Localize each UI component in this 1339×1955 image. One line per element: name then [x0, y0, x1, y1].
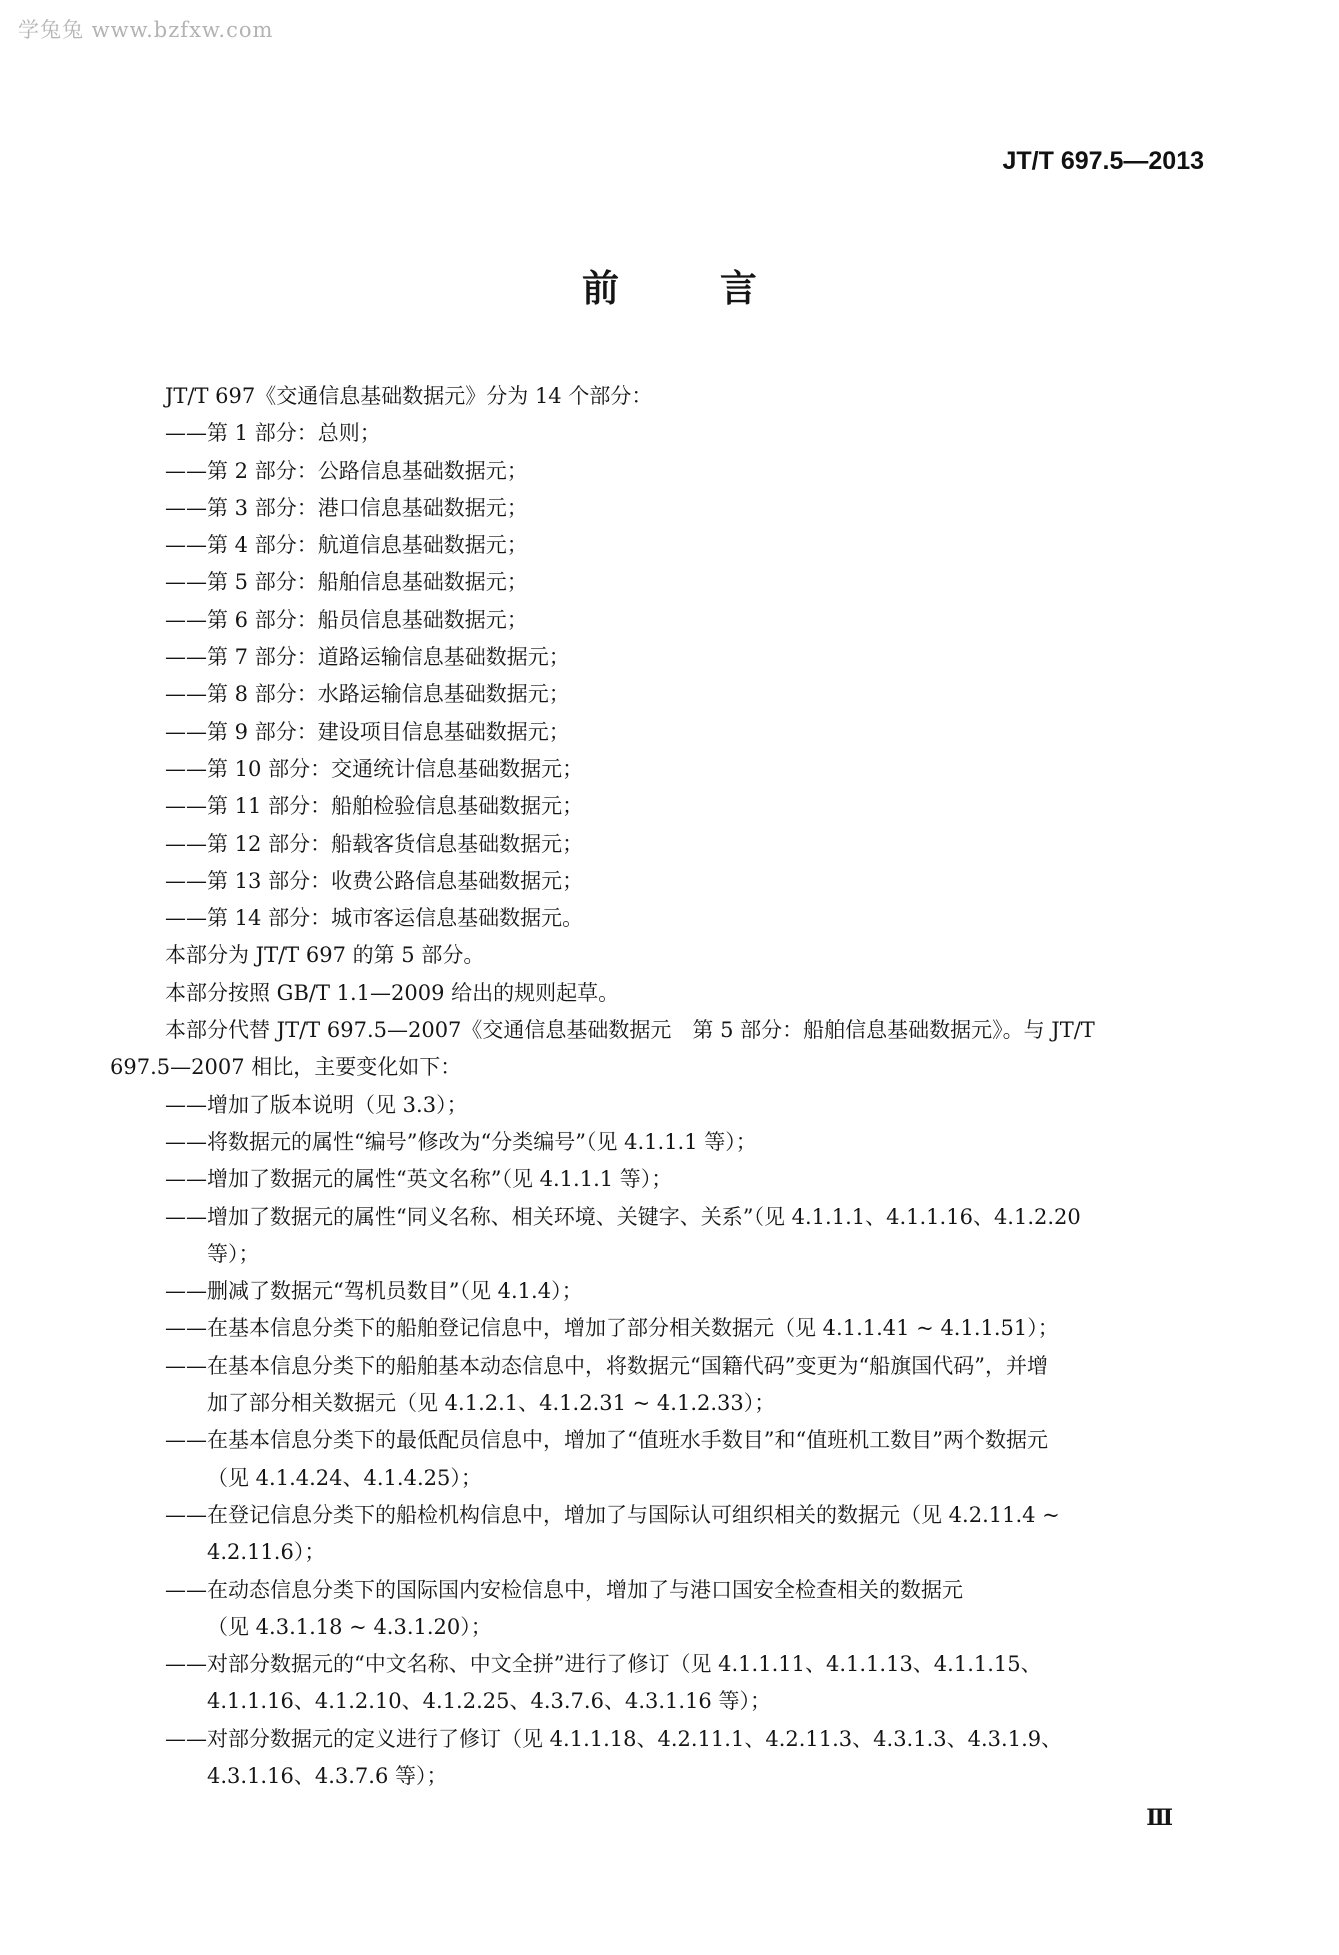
list-item: ——第 8 部分：水路运输信息基础数据元； [165, 682, 570, 707]
standard-number: JT/T 697.5—2013 [1002, 147, 1204, 175]
statement-part: 本部分为 JT/T 697 的第 5 部分。 [165, 943, 485, 968]
list-item-cont: （见 4.1.4.24、4.1.4.25）； [207, 1465, 482, 1490]
list-item: ——对部分数据元的定义进行了修订（见 4.1.1.18、4.2.11.1、4.2.11.3、4.3.1.3、4.3.1.9、 [165, 1726, 1063, 1751]
foreword-body [110, 378, 1200, 1795]
list-item: ——第 4 部分：航道信息基础数据元； [165, 533, 528, 558]
list-item: ——第 6 部分：船员信息基础数据元； [165, 607, 528, 632]
replace-paragraph: 本部分代替 JT/T 697.5—2007《交通信息基础数据元 第 5 部分：船舶信息基础数据元》。与 JT/T [165, 1018, 1095, 1043]
list-item: ——第 2 部分：公路信息基础数据元； [165, 458, 528, 483]
list-item: ——第 3 部分：港口信息基础数据元； [165, 495, 528, 520]
list-item: ——在动态信息分类下的国际国内安检信息中，增加了与港口国安全检查相关的数据元 [165, 1577, 963, 1602]
page-title: 前 言 [582, 267, 801, 310]
watermark: 学兔兔 www.bzfxw.com [18, 18, 274, 42]
replace-paragraph-cont: 697.5—2007 相比，主要变化如下： [110, 1055, 462, 1080]
list-item: ——第 9 部分：建设项目信息基础数据元； [165, 719, 570, 744]
page-number: Ⅲ [1146, 1805, 1171, 1831]
list-item: ——在基本信息分类下的船舶基本动态信息中，将数据元“国籍代码”变更为“船旗国代码”，并增 [165, 1353, 1048, 1378]
list-item: ——删减了数据元“驾机员数目”（见 4.1.4）； [165, 1279, 583, 1304]
list-item: ——第 5 部分：船舶信息基础数据元； [165, 570, 528, 595]
list-item: ——第 12 部分：船载客货信息基础数据元； [165, 831, 584, 856]
list-item: ——在登记信息分类下的船检机构信息中，增加了与国际认可组织相关的数据元（见 4.2.11.4 ~ [165, 1502, 1060, 1527]
list-item-cont: （见 4.3.1.18 ~ 4.3.1.20）； [207, 1614, 492, 1639]
list-item-cont: 4.2.11.6）； [207, 1540, 326, 1565]
list-item: ——对部分数据元的“中文名称、中文全拼”进行了修订（见 4.1.1.11、4.1.1.13、4.1.1.15、 [165, 1652, 1042, 1677]
list-item: ——增加了版本说明（见 3.3）； [165, 1092, 468, 1117]
list-item: ——第 14 部分：城市客运信息基础数据元。 [165, 906, 584, 931]
changes-list [110, 1087, 1200, 1796]
list-item: ——在基本信息分类下的最低配员信息中，增加了“值班水手数目”和“值班机工数目”两个数据元 [165, 1428, 1048, 1453]
list-item: ——第 7 部分：道路运输信息基础数据元； [165, 645, 570, 670]
statement-rules: 本部分按照 GB/T 1.1—2009 给出的规则起草。 [165, 980, 620, 1005]
intro-paragraph: JT/T 697《交通信息基础数据元》分为 14 个部分： [165, 384, 653, 408]
list-item-cont: 4.3.1.16、4.3.7.6 等）； [207, 1763, 448, 1788]
list-item-cont: 4.1.1.16、4.1.2.10、4.1.2.25、4.3.7.6、4.3.1.16 等）； [207, 1689, 771, 1714]
list-item-cont: 加了部分相关数据元（见 4.1.2.1、4.1.2.31 ~ 4.1.2.33）； [207, 1391, 776, 1416]
parts-list [110, 415, 1200, 937]
list-item: ——在基本信息分类下的船舶登记信息中，增加了部分相关数据元（见 4.1.1.41 ~ 4.1.1.51）； [165, 1316, 1059, 1341]
list-item: ——增加了数据元的属性“英文名称”（见 4.1.1.1 等）； [165, 1167, 673, 1192]
list-item: ——增加了数据元的属性“同义名称、相关环境、关键字、关系”（见 4.1.1.1、4.1.1.16、4.1.2.20 [165, 1204, 1081, 1229]
list-item: ——第 13 部分：收费公路信息基础数据元； [165, 868, 584, 893]
list-item: ——第 10 部分：交通统计信息基础数据元； [165, 756, 584, 781]
list-item: ——第 11 部分：船舶检验信息基础数据元； [165, 794, 584, 819]
list-item-cont: 等）； [207, 1241, 260, 1266]
list-item: ——第 1 部分：总则； [165, 421, 381, 446]
list-item: ——将数据元的属性“编号”修改为“分类编号”（见 4.1.1.1 等）； [165, 1129, 757, 1154]
